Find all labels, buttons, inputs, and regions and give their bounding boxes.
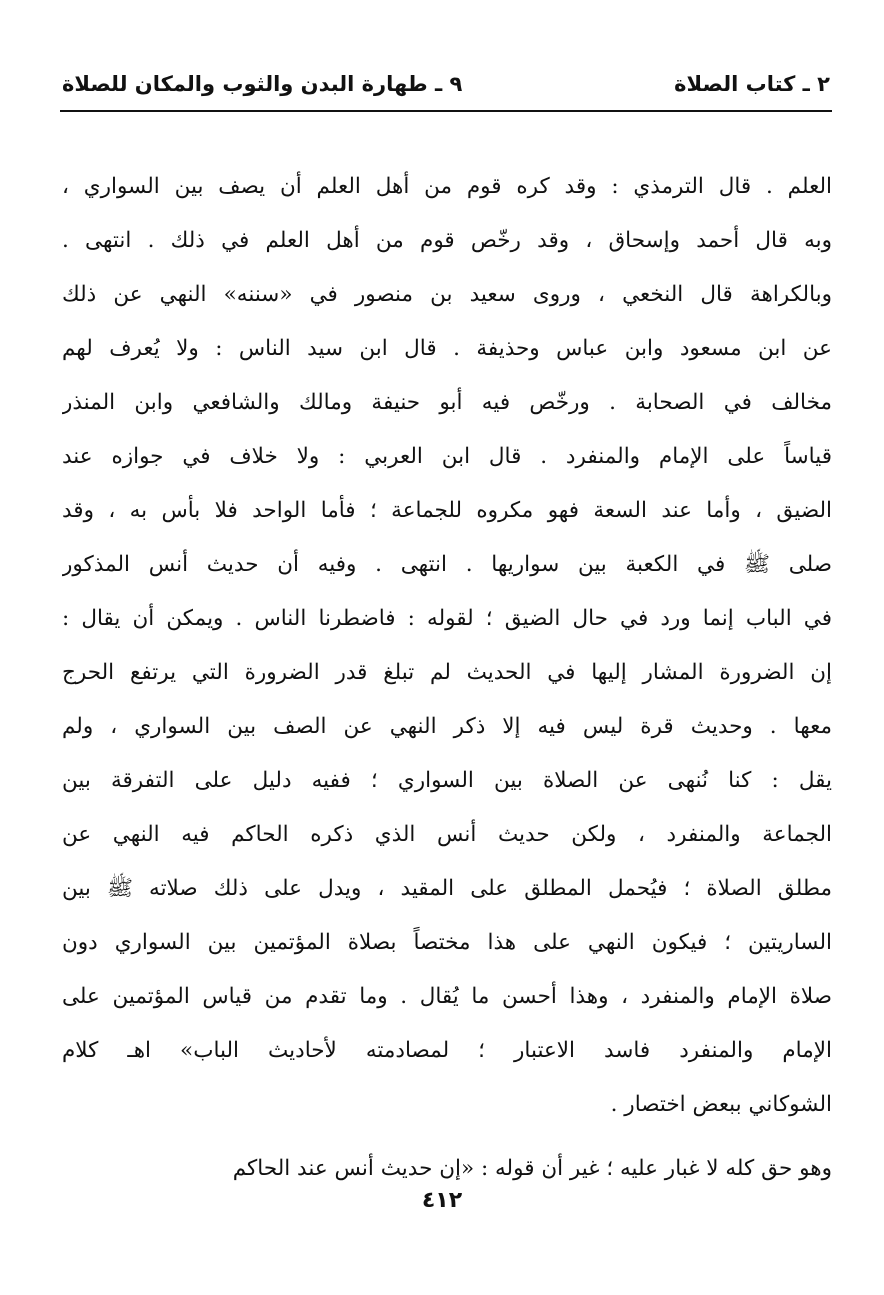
- text-line: الجماعة والمنفرد ، ولكن حديث أنس الذي ذكره الحاكم فيه النهي عن: [62, 822, 832, 847]
- text-line: يقل : كنا نُنهى عن الصلاة بين السواري ؛ ففيه دليل على التفرقة بين: [62, 768, 832, 793]
- chapter-title: ٢ ـ كتاب الصلاة: [674, 72, 830, 96]
- text-line: صلاة الإمام والمنفرد ، وهذا أحسن ما يُقال . وما تقدم من قياس المؤتمين على: [62, 984, 832, 1009]
- running-header: [62, 64, 830, 104]
- text-line: عن ابن مسعود وابن عباس وحذيفة . قال ابن سيد الناس : ولا يُعرف لهم: [62, 336, 832, 361]
- text-line: العلم . قال الترمذي : وقد كره قوم من أهل العلم أن يصف بين السواري ،: [62, 174, 832, 199]
- text-line: معها . وحديث قرة ليس فيه إلا ذكر النهي عن الصف بين السواري ، ولم: [62, 714, 832, 739]
- text-line: الشوكاني ببعض اختصار .: [610, 1092, 832, 1117]
- text-line: مخالف في الصحابة . ورخّص فيه أبو حنيفة ومالك والشافعي وابن المنذر: [62, 390, 832, 415]
- text-line: الضيق ، وأما عند السعة فهو مكروه للجماعة ؛ فأما الواحد فلا بأس به ، وقد: [62, 498, 832, 523]
- text-line: الساريتين ؛ فيكون النهي على هذا مختصاً بصلاة المؤتمين بين السواري دون: [62, 930, 832, 955]
- text-line: في الباب إنما ورد في حال الضيق ؛ لقوله : فاضطرنا الناس . ويمكن أن يقال :: [62, 606, 832, 631]
- header-divider: [60, 110, 832, 112]
- text-line: وبالكراهة قال النخعي ، وروى سعيد بن منصور في «سننه» النهي عن ذلك: [62, 282, 832, 307]
- page-number: ٤١٢: [421, 1188, 463, 1213]
- paragraph-1: [62, 160, 832, 1132]
- text-line: صلى ﷺ في الكعبة بين سواريها . انتهى . وفيه أن حديث أنس المذكور: [62, 552, 832, 577]
- section-title: ٩ ـ طهارة البدن والثوب والمكان للصلاة: [62, 72, 463, 96]
- body-text: [62, 160, 832, 1196]
- paragraph-gap: [62, 1132, 832, 1142]
- text-line: إن الضرورة المشار إليها في الحديث لم تبلغ قدر الضرورة التي يرتفع الحرج: [62, 660, 832, 685]
- text-line: مطلق الصلاة ؛ فيُحمل المطلق على المقيد ، ويدل على ذلك صلاته ﷺ بين: [62, 876, 832, 901]
- text-line: الإمام والمنفرد فاسد الاعتبار ؛ لمصادمته لأحاديث الباب» اهـ كلام: [62, 1038, 832, 1063]
- text-line: وهو حق كله لا غبار عليه ؛ غير أن قوله : «إن حديث أنس عند الحاكم: [232, 1156, 832, 1181]
- text-line: قياساً على الإمام والمنفرد . قال ابن العربي : ولا خلاف في جوازه عند: [62, 444, 832, 469]
- text-line: وبه قال أحمد وإسحاق ، وقد رخّص قوم من أهل العلم في ذلك . انتهى .: [62, 228, 832, 253]
